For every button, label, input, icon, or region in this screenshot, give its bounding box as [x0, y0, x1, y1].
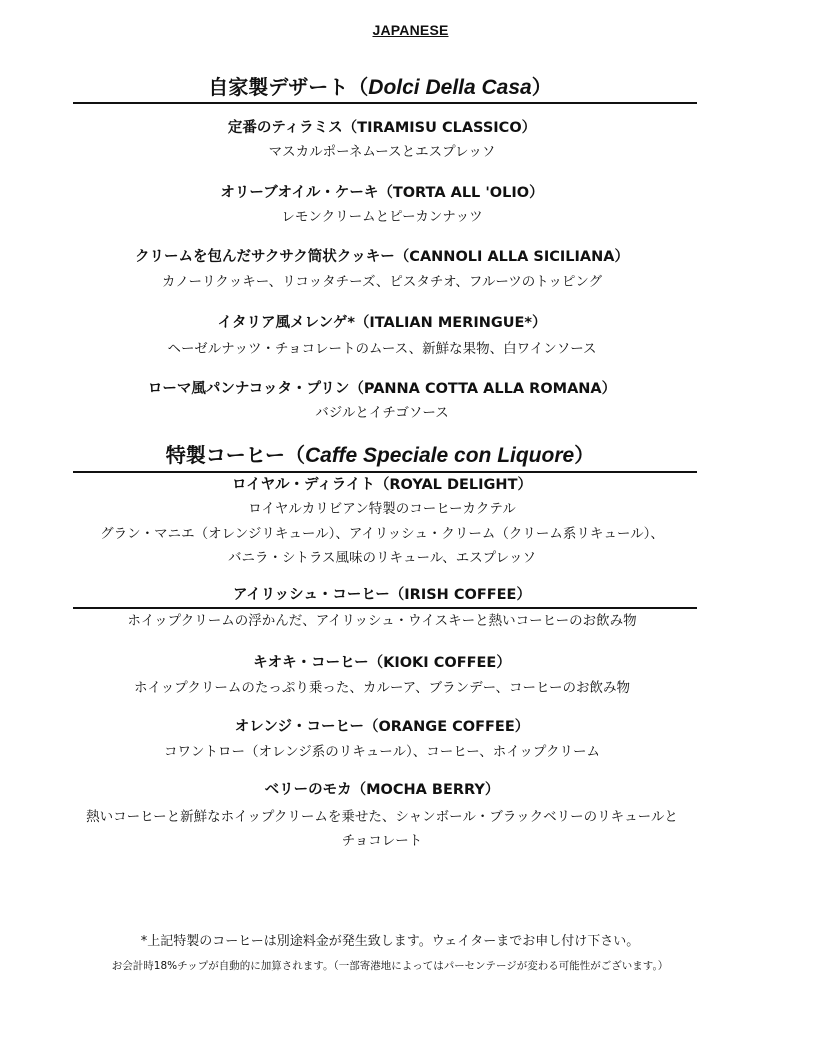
dessert-item-name: クリームを包んだサクサク筒状クッキー（CANNOLI ALLA SICILIANA） [134, 249, 630, 265]
coffee-title-end: ） [574, 443, 595, 467]
coffee-divider [73, 471, 697, 473]
desserts-title-end: ） [531, 75, 552, 99]
desserts-divider [73, 102, 697, 104]
coffee-title-jp: 特製コーヒー（ [165, 443, 305, 467]
desserts-title-jp: 自家製デザート（ [208, 75, 369, 99]
coffee-title-italian: Caffe Speciale con Liquore [305, 444, 575, 467]
dessert-item-desc: バジルとイチゴソース [315, 405, 449, 421]
coffee-item-name: オレンジ・コーヒー（ORANGE COFFEE） [234, 719, 530, 735]
desserts-title-italian: Dolci Della Casa [368, 76, 532, 99]
surcharge-note: *上記特製のコーヒーは別途料金が発生致します。ウェイターまでお申し付け下さい。 [140, 934, 640, 949]
coffee-item-name: ロイヤル・ディライト（ROYAL DELIGHT） [232, 477, 532, 493]
desserts-section-title [0, 74, 760, 101]
dessert-item-name: ローマ風パンナコッタ・プリン（PANNA COTTA ALLA ROMANA） [147, 381, 617, 397]
dessert-item-desc: ヘーゼルナッツ・チョコレートのムース、新鮮な果物、白ワインソース [167, 341, 597, 357]
dessert-item-desc: マスカルポーネムースとエスプレッソ [268, 144, 496, 160]
language-label: JAPANESE [372, 22, 449, 38]
coffee-item-desc: ホイップクリームのたっぷり乗った、カルーア、ブランデー、コーヒーのお飲み物 [134, 680, 630, 696]
dessert-item-desc: レモンクリームとピーカンナッツ [281, 209, 483, 225]
dessert-item-name: 定番のティラミス（TIRAMISU CLASSICO） [227, 120, 537, 136]
coffee-item-desc: コワントロー（オレンジ系のリキュール）、コーヒー、ホイップクリーム [163, 744, 601, 760]
dessert-item-name: オリーブオイル・ケーキ（TORTA ALL 'OLIO） [220, 185, 544, 201]
coffee-item-desc: バニラ・シトラス風味のリキュール、エスプレッソ [227, 550, 537, 566]
coffee-item-name: ベリーのモカ（MOCHA BERRY） [264, 782, 500, 798]
coffee-item-desc: 熱いコーヒーと新鮮なホイップクリームを乗せた、シャンボール・ブラックベリーのリキュールと [86, 809, 678, 825]
coffee-item-desc: グラン・マニエ（オレンジリキュール）、アイリッシュ・クリーム（クリーム系リキュール）、 [100, 526, 664, 542]
coffee-item-name: キオキ・コーヒー（KIOKI COFFEE） [253, 655, 511, 671]
dessert-item-desc: カノーリクッキー、リコッタチーズ、ピスタチオ、フルーツのトッピング [161, 274, 603, 290]
coffee-item-name: アイリッシュ・コーヒー（IRISH COFFEE） [233, 587, 531, 603]
coffee-item-desc: ホイップクリームの浮かんだ、アイリッシュ・ウイスキーと熱いコーヒーのお飲み物 [127, 613, 637, 629]
coffee-section-title [0, 442, 760, 469]
irish-coffee-divider [73, 607, 697, 609]
coffee-item-desc: ロイヤルカリビアン特製のコーヒーカクテル [248, 501, 516, 517]
dessert-item-name: イタリア風メレンゲ*（ITALIAN MERINGUE*） [217, 315, 547, 331]
gratuity-note: お会計時18%チップが自動的に加算されます。（一部寄港地によってはパーセンテージが変わる可能性がございます。） [111, 960, 669, 972]
coffee-item-desc: チョコレート [341, 833, 423, 849]
